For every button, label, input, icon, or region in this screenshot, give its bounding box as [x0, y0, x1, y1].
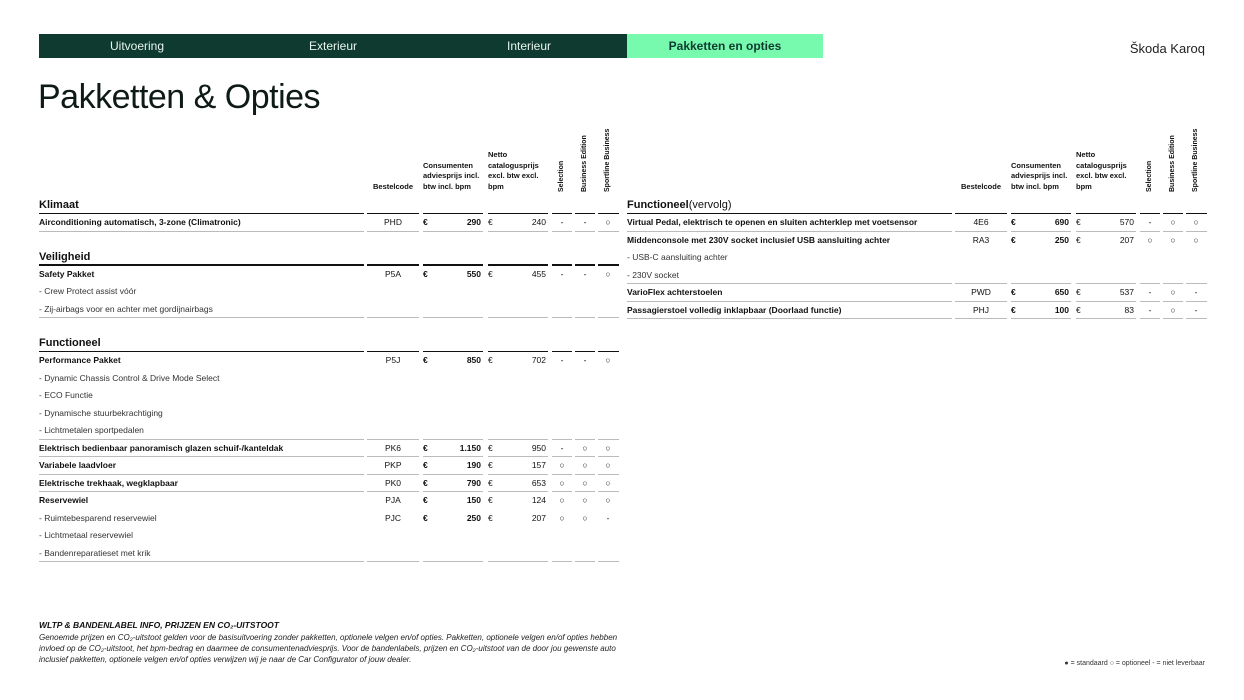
page-title: Pakketten & Opties [38, 78, 321, 116]
section-nav [39, 34, 823, 58]
table-subrow: - ECO Functie [39, 390, 93, 400]
header-consumer-price: Consumenten adviesprijs incl. btw incl. bpm [423, 160, 480, 191]
table-row: Reservewiel PJA € 150 € 124 ○ ○ ○ [39, 495, 611, 505]
table-subrow: - Zij-airbags voor en achter met gordijnairbags [39, 301, 619, 319]
table-subrow: - Dynamic Chassis Control & Drive Mode Select [39, 372, 220, 383]
tab-pakketten-en-opties[interactable]: Pakketten en opties [627, 34, 823, 58]
tab-interieur[interactable]: Interieur [431, 34, 627, 58]
footnote-title: WLTP & BANDENLABEL INFO, PRIJZEN EN CO₂-UITSTOOT [39, 620, 279, 630]
table-subrow: - Ruimtebesparend reservewiel PJC € 250 € 207 ○ ○ - [39, 512, 610, 523]
table-subrow: - 230V socket [627, 267, 1207, 285]
brand-name: Škoda Karoq [1129, 41, 1205, 56]
header-bestelcode: Bestelcode [372, 181, 414, 191]
table-subrow: - USB-C aansluiting achter [627, 252, 728, 262]
table-header [627, 120, 1207, 192]
table-row: Variabele laadvloer PKP € 190 € 157 ○ ○ ○ [39, 457, 619, 475]
footnote-text: Genoemde prijzen en CO₂-uitstoot gelden voor de basisuitvoering zonder pakketten, optionele velgen en/of opties. Pakketten, optionele velgen en/of opties hebben invloed op de CO₂-uitstoot, het bpm-bedrag en daarmee de consumentenadviesprijs. Voor de bandenlabels, prijzen en CO₂-uitstoot van de door jou gewenste auto inclusief pakketten, optionele velgen en/of opties verwijzen wij je naar de Car Configurator of jouw dealer. [39, 633, 618, 664]
section-title-klimaat: Klimaat [39, 192, 619, 214]
tab-uitvoering[interactable]: Uitvoering [39, 34, 235, 58]
header-sportline-business: Sportline Business [1192, 128, 1199, 192]
table-row: Airconditioning automatisch, 3-zone (Climatronic) PHD € 290 € 240 - - ○ [39, 214, 619, 232]
table-row: Performance Pakket P5J € 850 € 702 - - ○ [39, 355, 611, 365]
table-row: Safety Pakket P5A € 550 € 455 - - ○ [39, 268, 611, 279]
table-row: Passagierstoel volledig inklapbaar (Doorlaad functie) PHJ € 100 € 83 - ○ - [627, 302, 1207, 320]
header-netto-price: Netto catalogusprijs excl. btw excl. bpm [1076, 150, 1127, 191]
options-table-left [39, 120, 619, 562]
table-row: VarioFlex achterstoelen PWD € 650 € 537 - ○ - [627, 284, 1207, 302]
header-sportline-business: Sportline Business [604, 128, 611, 192]
header-bestelcode: Bestelcode [960, 181, 1002, 191]
table-row: Middenconsole met 230V socket inclusief USB aansluiting achter RA3 € 250 € 207 ○ ○ ○ [627, 234, 1199, 245]
section-title-functioneel-vervolg: Functioneel (vervolg) [627, 192, 1207, 214]
header-netto-price: Netto catalogusprijs excl. btw excl. bpm [488, 150, 539, 191]
table-header [39, 120, 619, 192]
table-subrow: - Lichtmetaal reservewiel [39, 530, 134, 540]
header-selection: Selection [558, 160, 565, 192]
legend: ● = standaard ○ = optioneel - = niet leverbaar [1064, 660, 1205, 667]
tab-exterieur[interactable]: Exterieur [235, 34, 431, 58]
table-row: Virtual Pedal, elektrisch te openen en sluiten achterklep met voetsensor 4E6 € 690 € 570 - ○ ○ [627, 214, 1207, 232]
table-subrow: - Dynamische stuurbekrachtiging [39, 407, 163, 418]
section-title-veiligheid: Veiligheid [39, 232, 619, 266]
table-row: Elektrisch bedienbaar panoramisch glazen schuif-/kanteldak PK6 € 1.150 € 950 - ○ ○ [39, 440, 619, 458]
footnote [39, 620, 624, 665]
header-business-edition: Business Edition [581, 135, 588, 192]
section-title-functioneel: Functioneel [39, 318, 619, 352]
table-subrow: - Crew Protect assist vóór [39, 286, 137, 296]
table-subrow: - Bandenreparatieset met krik [39, 545, 619, 563]
table-subrow: - Lichtmetalen sportpedalen [39, 422, 619, 440]
header-consumer-price: Consumenten adviesprijs incl. btw incl. bpm [1011, 160, 1068, 191]
table-row: Elektrische trekhaak, wegklapbaar PK0 € 790 € 653 ○ ○ ○ [39, 475, 619, 493]
header-selection: Selection [1146, 160, 1153, 192]
options-table-right [627, 120, 1207, 319]
header-business-edition: Business Edition [1169, 135, 1176, 192]
